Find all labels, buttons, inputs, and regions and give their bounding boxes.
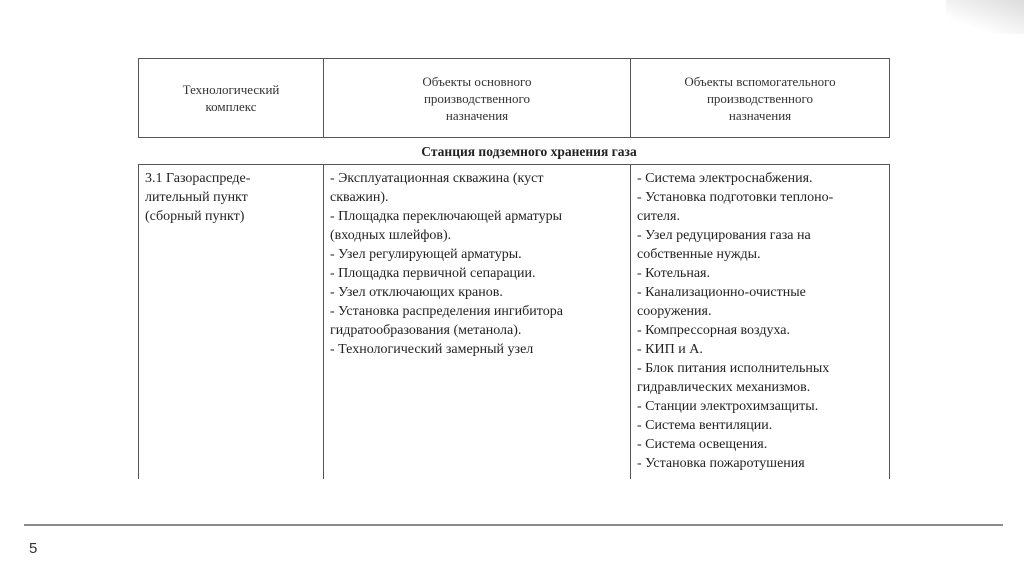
cell-complex: 3.1 Газораспреде- лительный пункт (сборный пункт): [139, 165, 324, 480]
table-header-row: [139, 59, 890, 138]
page-corner-fold: [946, 0, 1024, 34]
cell-auxiliary-objects: - Система электроснабжения. - Установка подготовки теплоно- сителя. - Узел редуцирования газа на собственные нужды. - Котельная. - Канализационно-очистные сооружения. - Компрессорная воздуха. - КИП и А. - Блок питания исполнительных гидравлических механизмов. - Станции электрохимзащиты. - Система вентиляции. - Система освещения. - Установка пожаротушения: [631, 165, 890, 480]
section-row: [139, 138, 890, 165]
header-auxiliary-objects: Объекты вспомогательного производственного назначения: [631, 59, 890, 138]
objects-table: [138, 58, 890, 479]
cell-main-objects: - Эксплуатационная скважина (куст скважин). - Площадка переключающей арматуры (входных шлейфов). - Узел регулирующей арматуры. - Площадка первичной сепарации. - Узел отключающих кранов. - Установка распределения ингибитора гидратообразования (метанола). - Технологический замерный узел: [324, 165, 631, 480]
page-number: 5: [29, 540, 38, 557]
footer-divider: [24, 524, 1003, 526]
header-main-objects: Объекты основного производственного назначения: [324, 59, 631, 138]
header-technological-complex: Технологический комплекс: [139, 59, 324, 138]
section-title: Станция подземного хранения газа: [139, 138, 890, 165]
table-row: [139, 165, 890, 480]
